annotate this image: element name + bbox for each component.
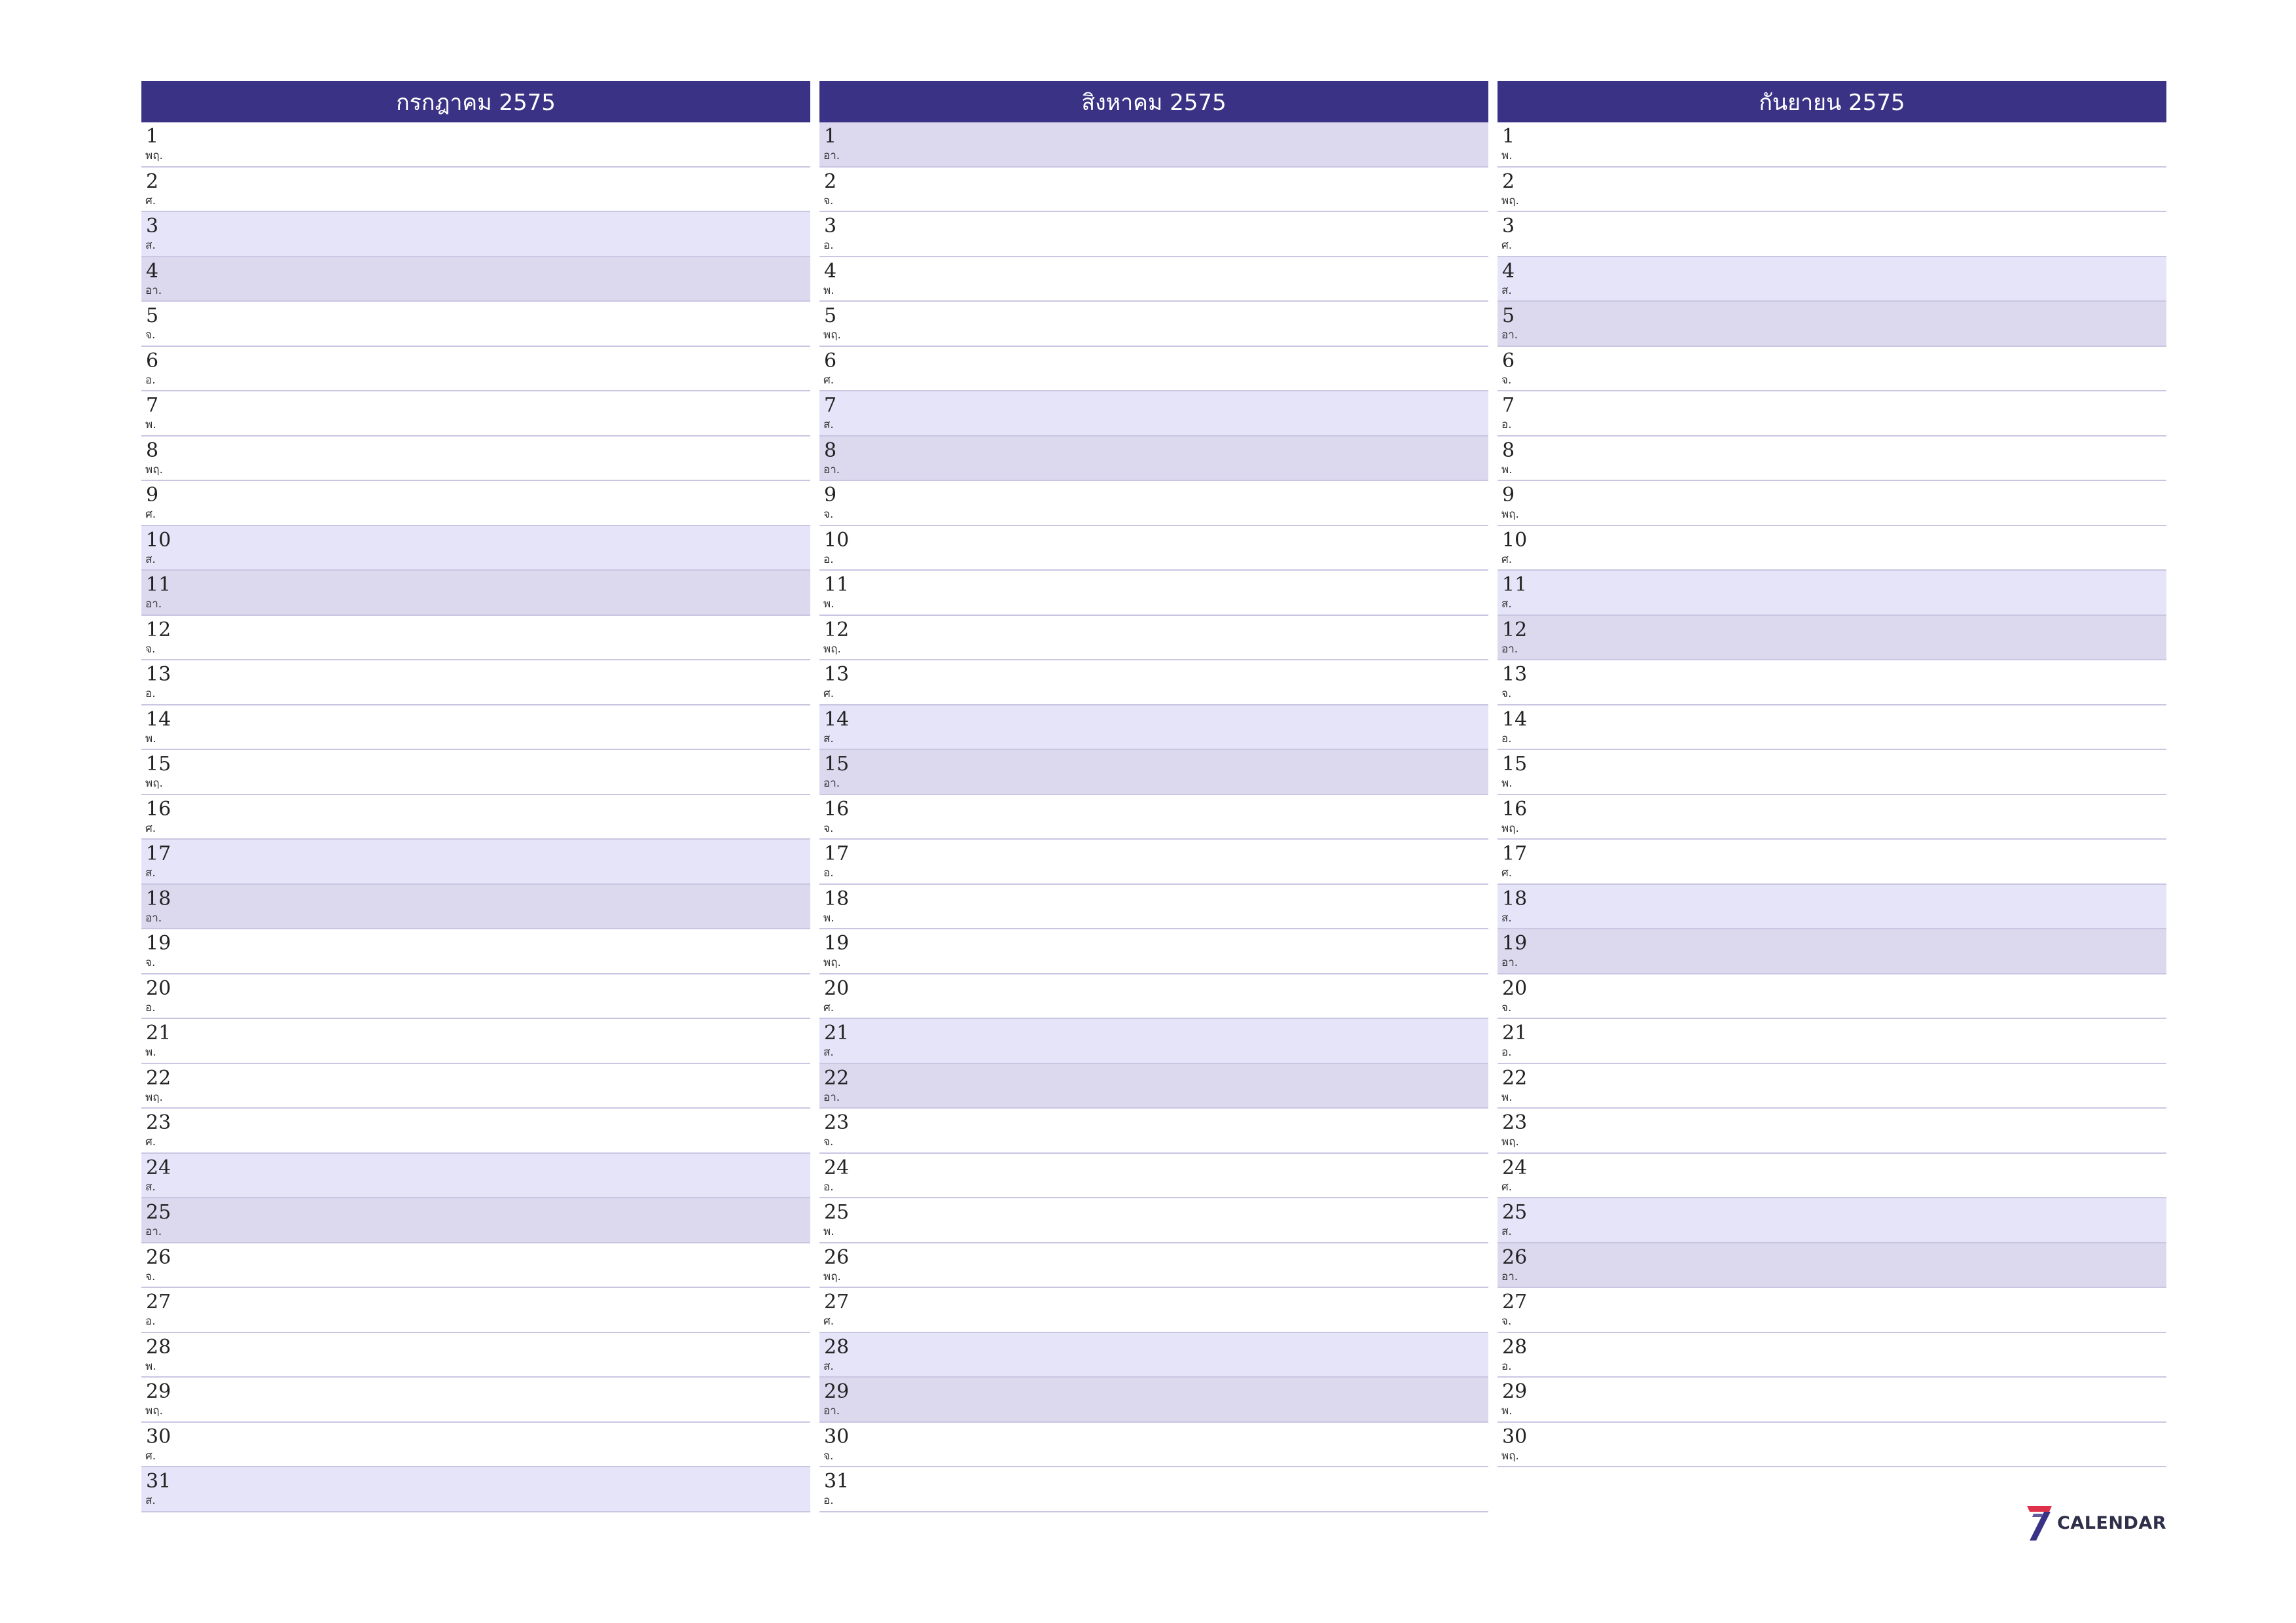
day-row[interactable] bbox=[141, 885, 810, 930]
day-number: 6 bbox=[1502, 349, 1515, 372]
weekday-label: ศ. bbox=[1501, 1180, 1513, 1194]
weekday-label: อา. bbox=[1501, 329, 1518, 342]
day-number: 18 bbox=[146, 887, 171, 910]
day-number: 22 bbox=[146, 1066, 171, 1090]
day-number: 11 bbox=[146, 573, 171, 596]
day-number: 4 bbox=[824, 259, 837, 283]
day-row[interactable] bbox=[1498, 1019, 2166, 1064]
weekday-label: ศ. bbox=[145, 194, 156, 207]
weekday-label: พฤ. bbox=[823, 1270, 841, 1283]
day-number: 10 bbox=[146, 528, 171, 552]
day-row[interactable] bbox=[141, 481, 810, 526]
weekday-label: อา. bbox=[1501, 956, 1518, 969]
day-number: 2 bbox=[146, 169, 159, 193]
weekday-label: พฤ. bbox=[823, 329, 841, 342]
day-number: 27 bbox=[146, 1291, 171, 1313]
day-row[interactable] bbox=[141, 929, 810, 974]
day-number: 10 bbox=[824, 528, 850, 552]
day-row[interactable] bbox=[141, 391, 810, 437]
day-row[interactable] bbox=[819, 437, 1488, 482]
day-number: 6 bbox=[146, 349, 159, 372]
weekday-label: ส. bbox=[145, 239, 156, 252]
weekday-label: อ. bbox=[145, 373, 156, 387]
day-row[interactable] bbox=[141, 1109, 810, 1154]
day-number: 30 bbox=[824, 1425, 850, 1448]
day-number: 28 bbox=[824, 1335, 850, 1359]
weekday-label: ส. bbox=[823, 418, 834, 431]
day-row[interactable] bbox=[141, 437, 810, 482]
weekday-label: พ. bbox=[145, 1046, 156, 1059]
day-row[interactable] bbox=[819, 168, 1488, 213]
weekday-label: พ. bbox=[1501, 463, 1513, 476]
weekday-label: จ. bbox=[145, 956, 156, 969]
day-row[interactable] bbox=[819, 929, 1488, 974]
day-row[interactable] bbox=[141, 347, 810, 392]
day-row[interactable] bbox=[819, 1019, 1488, 1064]
day-number: 7 bbox=[824, 394, 837, 417]
day-row[interactable] bbox=[819, 974, 1488, 1020]
day-row[interactable] bbox=[1498, 885, 2166, 930]
weekday-label: อ. bbox=[1501, 418, 1512, 431]
day-row[interactable] bbox=[141, 1064, 810, 1109]
day-row[interactable] bbox=[819, 1198, 1488, 1243]
weekday-label: ศ. bbox=[145, 821, 156, 835]
day-row[interactable] bbox=[1498, 1109, 2166, 1154]
month-title: สิงหาคม 2575 bbox=[819, 81, 1488, 122]
day-number: 16 bbox=[1502, 797, 1528, 821]
weekday-label: ศ. bbox=[823, 1001, 834, 1014]
weekday-label: จ. bbox=[145, 1270, 156, 1283]
weekday-label: อา. bbox=[1501, 1270, 1518, 1283]
day-row[interactable] bbox=[1498, 1064, 2166, 1109]
day-number: 6 bbox=[824, 349, 837, 372]
day-number: 17 bbox=[1502, 842, 1528, 865]
day-number: 26 bbox=[146, 1245, 171, 1269]
weekday-label: พ. bbox=[823, 597, 834, 611]
day-number: 31 bbox=[824, 1470, 850, 1493]
day-row[interactable] bbox=[1498, 347, 2166, 392]
day-number: 14 bbox=[824, 707, 850, 731]
weekday-label: จ. bbox=[145, 329, 156, 342]
day-row[interactable] bbox=[819, 347, 1488, 392]
day-number: 29 bbox=[1502, 1380, 1528, 1403]
day-number: 7 bbox=[146, 394, 159, 417]
day-number: 20 bbox=[1502, 976, 1528, 1000]
day-number: 11 bbox=[1502, 573, 1528, 596]
day-number: 11 bbox=[824, 573, 850, 596]
day-row[interactable] bbox=[819, 705, 1488, 751]
day-number: 13 bbox=[824, 663, 850, 686]
weekday-label: อา. bbox=[145, 597, 162, 611]
day-row[interactable] bbox=[1498, 212, 2166, 257]
day-number: 4 bbox=[146, 259, 159, 283]
day-row[interactable] bbox=[819, 1064, 1488, 1109]
day-number: 16 bbox=[824, 797, 850, 821]
day-number: 30 bbox=[1502, 1425, 1528, 1448]
day-row[interactable] bbox=[141, 705, 810, 751]
day-number: 8 bbox=[1502, 438, 1515, 462]
day-row[interactable] bbox=[1498, 1288, 2166, 1333]
day-row[interactable] bbox=[1498, 302, 2166, 347]
weekday-label: ส. bbox=[1501, 283, 1512, 297]
day-number: 20 bbox=[824, 976, 850, 1000]
day-row[interactable] bbox=[819, 1467, 1488, 1512]
day-row[interactable] bbox=[141, 974, 810, 1020]
day-row[interactable] bbox=[1498, 1423, 2166, 1468]
brand-logo[interactable] bbox=[2024, 1504, 2168, 1542]
day-number: 15 bbox=[824, 753, 850, 776]
day-row[interactable] bbox=[819, 660, 1488, 705]
day-row[interactable] bbox=[1498, 840, 2166, 885]
weekday-label: จ. bbox=[1501, 1315, 1512, 1328]
day-number: 5 bbox=[146, 304, 159, 327]
weekday-label: อ. bbox=[823, 239, 834, 252]
weekday-label: จ. bbox=[1501, 687, 1512, 700]
day-number: 2 bbox=[1502, 169, 1515, 193]
weekday-label: อ. bbox=[823, 866, 834, 880]
day-row[interactable] bbox=[1498, 1198, 2166, 1243]
day-list bbox=[1498, 122, 2166, 1467]
day-number: 20 bbox=[146, 976, 171, 1000]
weekday-label: พ. bbox=[1501, 1090, 1513, 1104]
weekday-label: อ. bbox=[823, 552, 834, 566]
weekday-label: ศ. bbox=[823, 373, 834, 387]
weekday-label: อา. bbox=[823, 1404, 840, 1418]
weekday-label: พ. bbox=[823, 283, 834, 297]
day-number: 3 bbox=[1502, 215, 1515, 238]
day-number: 1 bbox=[1502, 125, 1515, 148]
day-row[interactable] bbox=[141, 750, 810, 795]
seven-logo-icon bbox=[2024, 1504, 2054, 1542]
weekday-label: จ. bbox=[145, 642, 156, 656]
weekday-label: ส. bbox=[823, 732, 834, 745]
weekday-label: ศ. bbox=[1501, 239, 1513, 252]
day-row[interactable] bbox=[1498, 1243, 2166, 1289]
weekday-label: อ. bbox=[1501, 732, 1512, 745]
weekday-label: พ. bbox=[145, 1359, 156, 1373]
day-number: 23 bbox=[1502, 1111, 1528, 1134]
weekday-label: อา. bbox=[823, 149, 840, 162]
month-column bbox=[819, 81, 1488, 1512]
weekday-label: พฤ. bbox=[1501, 194, 1519, 207]
weekday-label: พฤ. bbox=[1501, 1135, 1519, 1149]
day-row[interactable] bbox=[819, 1333, 1488, 1378]
day-row[interactable] bbox=[819, 795, 1488, 840]
weekday-label: จ. bbox=[1501, 373, 1512, 387]
day-number: 27 bbox=[1502, 1291, 1528, 1313]
day-row[interactable] bbox=[141, 1154, 810, 1199]
day-row[interactable] bbox=[141, 1019, 810, 1064]
weekday-label: อ. bbox=[145, 1001, 156, 1014]
day-row[interactable] bbox=[141, 168, 810, 213]
day-row[interactable] bbox=[1498, 705, 2166, 751]
day-number: 3 bbox=[146, 215, 159, 238]
day-list bbox=[819, 122, 1488, 1512]
day-number: 18 bbox=[824, 887, 850, 910]
day-number: 25 bbox=[146, 1201, 171, 1224]
weekday-label: ส. bbox=[1501, 911, 1512, 925]
day-row[interactable] bbox=[819, 1423, 1488, 1468]
day-row[interactable] bbox=[1498, 571, 2166, 616]
weekday-label: อา. bbox=[823, 1090, 840, 1104]
day-number: 24 bbox=[146, 1156, 171, 1179]
day-number: 21 bbox=[1502, 1022, 1528, 1044]
weekday-label: จ. bbox=[823, 821, 834, 835]
day-number: 16 bbox=[146, 797, 171, 821]
weekday-label: พ. bbox=[823, 1225, 834, 1238]
day-number: 3 bbox=[824, 215, 837, 238]
day-number: 8 bbox=[824, 438, 837, 462]
day-row[interactable] bbox=[1498, 526, 2166, 571]
day-row[interactable] bbox=[819, 391, 1488, 437]
day-number: 26 bbox=[1502, 1245, 1528, 1269]
weekday-label: พฤ. bbox=[1501, 508, 1519, 521]
weekday-label: ศ. bbox=[145, 1449, 156, 1463]
day-row[interactable] bbox=[141, 571, 810, 616]
day-number: 25 bbox=[824, 1201, 850, 1224]
weekday-label: พฤ. bbox=[145, 149, 163, 162]
weekday-label: ส. bbox=[1501, 597, 1512, 611]
day-number: 27 bbox=[824, 1291, 850, 1313]
weekday-label: อ. bbox=[823, 1180, 834, 1194]
weekday-label: ศ. bbox=[823, 1315, 834, 1328]
day-row[interactable] bbox=[819, 840, 1488, 885]
day-number: 19 bbox=[824, 932, 850, 955]
day-row[interactable] bbox=[141, 660, 810, 705]
day-row[interactable] bbox=[141, 302, 810, 347]
day-number: 21 bbox=[824, 1022, 850, 1044]
day-row[interactable] bbox=[819, 1109, 1488, 1154]
day-row[interactable] bbox=[1498, 257, 2166, 302]
day-row[interactable] bbox=[141, 1243, 810, 1289]
weekday-label: ส. bbox=[145, 552, 156, 566]
weekday-label: อา. bbox=[1501, 642, 1518, 656]
day-number: 12 bbox=[146, 618, 171, 641]
day-number: 18 bbox=[1502, 887, 1528, 910]
day-row[interactable] bbox=[1498, 391, 2166, 437]
day-row[interactable] bbox=[1498, 168, 2166, 213]
day-number: 24 bbox=[1502, 1156, 1528, 1179]
day-number: 28 bbox=[1502, 1335, 1528, 1359]
weekday-label: ส. bbox=[145, 866, 156, 880]
weekday-label: อ. bbox=[1501, 1359, 1512, 1373]
day-number: 12 bbox=[1502, 618, 1528, 641]
weekday-label: ศ. bbox=[145, 1135, 156, 1149]
weekday-label: อา. bbox=[823, 463, 840, 476]
weekday-label: พฤ. bbox=[823, 642, 841, 656]
weekday-label: อ. bbox=[145, 687, 156, 700]
day-number: 14 bbox=[146, 707, 171, 731]
day-row[interactable] bbox=[1498, 974, 2166, 1020]
day-row[interactable] bbox=[819, 1288, 1488, 1333]
weekday-label: อา. bbox=[145, 283, 162, 297]
day-row[interactable] bbox=[1498, 616, 2166, 661]
day-row[interactable] bbox=[819, 750, 1488, 795]
month-column bbox=[141, 81, 810, 1512]
weekday-label: อ. bbox=[1501, 1046, 1512, 1059]
day-row[interactable] bbox=[1498, 1333, 2166, 1378]
day-list bbox=[141, 122, 810, 1512]
day-row[interactable] bbox=[141, 122, 810, 168]
day-number: 13 bbox=[146, 663, 171, 686]
day-number: 22 bbox=[1502, 1066, 1528, 1090]
day-number: 1 bbox=[146, 125, 159, 148]
day-number: 7 bbox=[1502, 394, 1515, 417]
day-row[interactable] bbox=[819, 212, 1488, 257]
day-row[interactable] bbox=[819, 1378, 1488, 1423]
weekday-label: ส. bbox=[1501, 1225, 1512, 1238]
day-number: 24 bbox=[824, 1156, 850, 1179]
weekday-label: จ. bbox=[823, 1449, 834, 1463]
day-number: 25 bbox=[1502, 1201, 1528, 1224]
weekday-label: พฤ. bbox=[145, 1090, 163, 1104]
weekday-label: พฤ. bbox=[823, 956, 841, 969]
day-number: 10 bbox=[1502, 528, 1528, 552]
day-number: 19 bbox=[146, 932, 171, 955]
day-row[interactable] bbox=[141, 526, 810, 571]
day-number: 29 bbox=[146, 1380, 171, 1403]
day-row[interactable] bbox=[141, 1288, 810, 1333]
day-row[interactable] bbox=[141, 616, 810, 661]
weekday-label: อ. bbox=[145, 1315, 156, 1328]
day-row[interactable] bbox=[819, 526, 1488, 571]
weekday-label: ศ. bbox=[823, 687, 834, 700]
weekday-label: ส. bbox=[823, 1359, 834, 1373]
weekday-label: พฤ. bbox=[145, 463, 163, 476]
weekday-label: อ. bbox=[823, 1494, 834, 1507]
weekday-label: จ. bbox=[823, 508, 834, 521]
day-number: 17 bbox=[146, 842, 171, 865]
day-row[interactable] bbox=[1498, 1154, 2166, 1199]
weekday-label: พ. bbox=[823, 911, 834, 925]
weekday-label: อา. bbox=[823, 777, 840, 790]
weekday-label: พ. bbox=[1501, 1404, 1513, 1418]
day-row[interactable] bbox=[819, 1154, 1488, 1199]
day-number: 17 bbox=[824, 842, 850, 865]
weekday-label: ศ. bbox=[1501, 552, 1513, 566]
day-row[interactable] bbox=[819, 885, 1488, 930]
day-row[interactable] bbox=[141, 1378, 810, 1423]
day-row[interactable] bbox=[1498, 1378, 2166, 1423]
day-number: 9 bbox=[146, 484, 159, 507]
month-title: กันยายน 2575 bbox=[1498, 81, 2166, 122]
day-row[interactable] bbox=[1498, 660, 2166, 705]
day-row[interactable] bbox=[819, 481, 1488, 526]
day-number: 23 bbox=[146, 1111, 171, 1134]
day-number: 12 bbox=[824, 618, 850, 641]
day-number: 13 bbox=[1502, 663, 1528, 686]
day-number: 21 bbox=[146, 1022, 171, 1044]
weekday-label: ส. bbox=[145, 1180, 156, 1194]
day-row[interactable] bbox=[819, 122, 1488, 168]
day-row[interactable] bbox=[141, 212, 810, 257]
day-number: 23 bbox=[824, 1111, 850, 1134]
day-number: 15 bbox=[1502, 753, 1528, 776]
day-number: 5 bbox=[824, 304, 837, 327]
weekday-label: พฤ. bbox=[145, 1404, 163, 1418]
weekday-label: ส. bbox=[145, 1494, 156, 1507]
day-number: 14 bbox=[1502, 707, 1528, 731]
weekday-label: ศ. bbox=[1501, 866, 1513, 880]
weekday-label: ส. bbox=[823, 1046, 834, 1059]
day-row[interactable] bbox=[819, 616, 1488, 661]
day-row[interactable] bbox=[819, 1243, 1488, 1289]
month-title: กรกฎาคม 2575 bbox=[141, 81, 810, 122]
weekday-label: อา. bbox=[145, 1225, 162, 1238]
day-number: 9 bbox=[1502, 484, 1515, 507]
day-number: 4 bbox=[1502, 259, 1515, 283]
weekday-label: อา. bbox=[145, 911, 162, 925]
day-row[interactable] bbox=[141, 1423, 810, 1468]
weekday-label: จ. bbox=[823, 1135, 834, 1149]
weekday-label: จ. bbox=[1501, 1001, 1512, 1014]
day-row[interactable] bbox=[141, 1467, 810, 1512]
day-row[interactable] bbox=[141, 1333, 810, 1378]
weekday-label: ศ. bbox=[145, 508, 156, 521]
weekday-label: พ. bbox=[145, 418, 156, 431]
day-row[interactable] bbox=[141, 1198, 810, 1243]
day-number: 15 bbox=[146, 753, 171, 776]
day-row[interactable] bbox=[819, 571, 1488, 616]
logo-text: CALENDAR bbox=[2057, 1512, 2167, 1533]
day-number: 1 bbox=[824, 125, 837, 148]
day-number: 19 bbox=[1502, 932, 1528, 955]
weekday-label: พฤ. bbox=[1501, 821, 1519, 835]
day-row[interactable] bbox=[819, 302, 1488, 347]
month-column bbox=[1498, 81, 2166, 1467]
weekday-label: พ. bbox=[1501, 777, 1513, 790]
day-row[interactable] bbox=[1498, 437, 2166, 482]
day-number: 5 bbox=[1502, 304, 1515, 327]
day-row[interactable] bbox=[1498, 122, 2166, 168]
day-row[interactable] bbox=[141, 795, 810, 840]
day-row[interactable] bbox=[819, 257, 1488, 302]
day-number: 29 bbox=[824, 1380, 850, 1403]
day-number: 22 bbox=[824, 1066, 850, 1090]
day-row[interactable] bbox=[1498, 481, 2166, 526]
weekday-label: พฤ. bbox=[1501, 1449, 1519, 1463]
day-number: 8 bbox=[146, 438, 159, 462]
day-number: 28 bbox=[146, 1335, 171, 1359]
day-row[interactable] bbox=[1498, 750, 2166, 795]
day-number: 31 bbox=[146, 1470, 171, 1493]
day-number: 9 bbox=[824, 484, 837, 507]
day-row[interactable] bbox=[1498, 795, 2166, 840]
weekday-label: พฤ. bbox=[145, 777, 163, 790]
weekday-label: พ. bbox=[1501, 149, 1513, 162]
day-number: 30 bbox=[146, 1425, 171, 1448]
day-number: 2 bbox=[824, 169, 837, 193]
weekday-label: พ. bbox=[145, 732, 156, 745]
day-row[interactable] bbox=[141, 257, 810, 302]
day-row[interactable] bbox=[141, 840, 810, 885]
weekday-label: จ. bbox=[823, 194, 834, 207]
day-row[interactable] bbox=[1498, 929, 2166, 974]
day-number: 26 bbox=[824, 1245, 850, 1269]
